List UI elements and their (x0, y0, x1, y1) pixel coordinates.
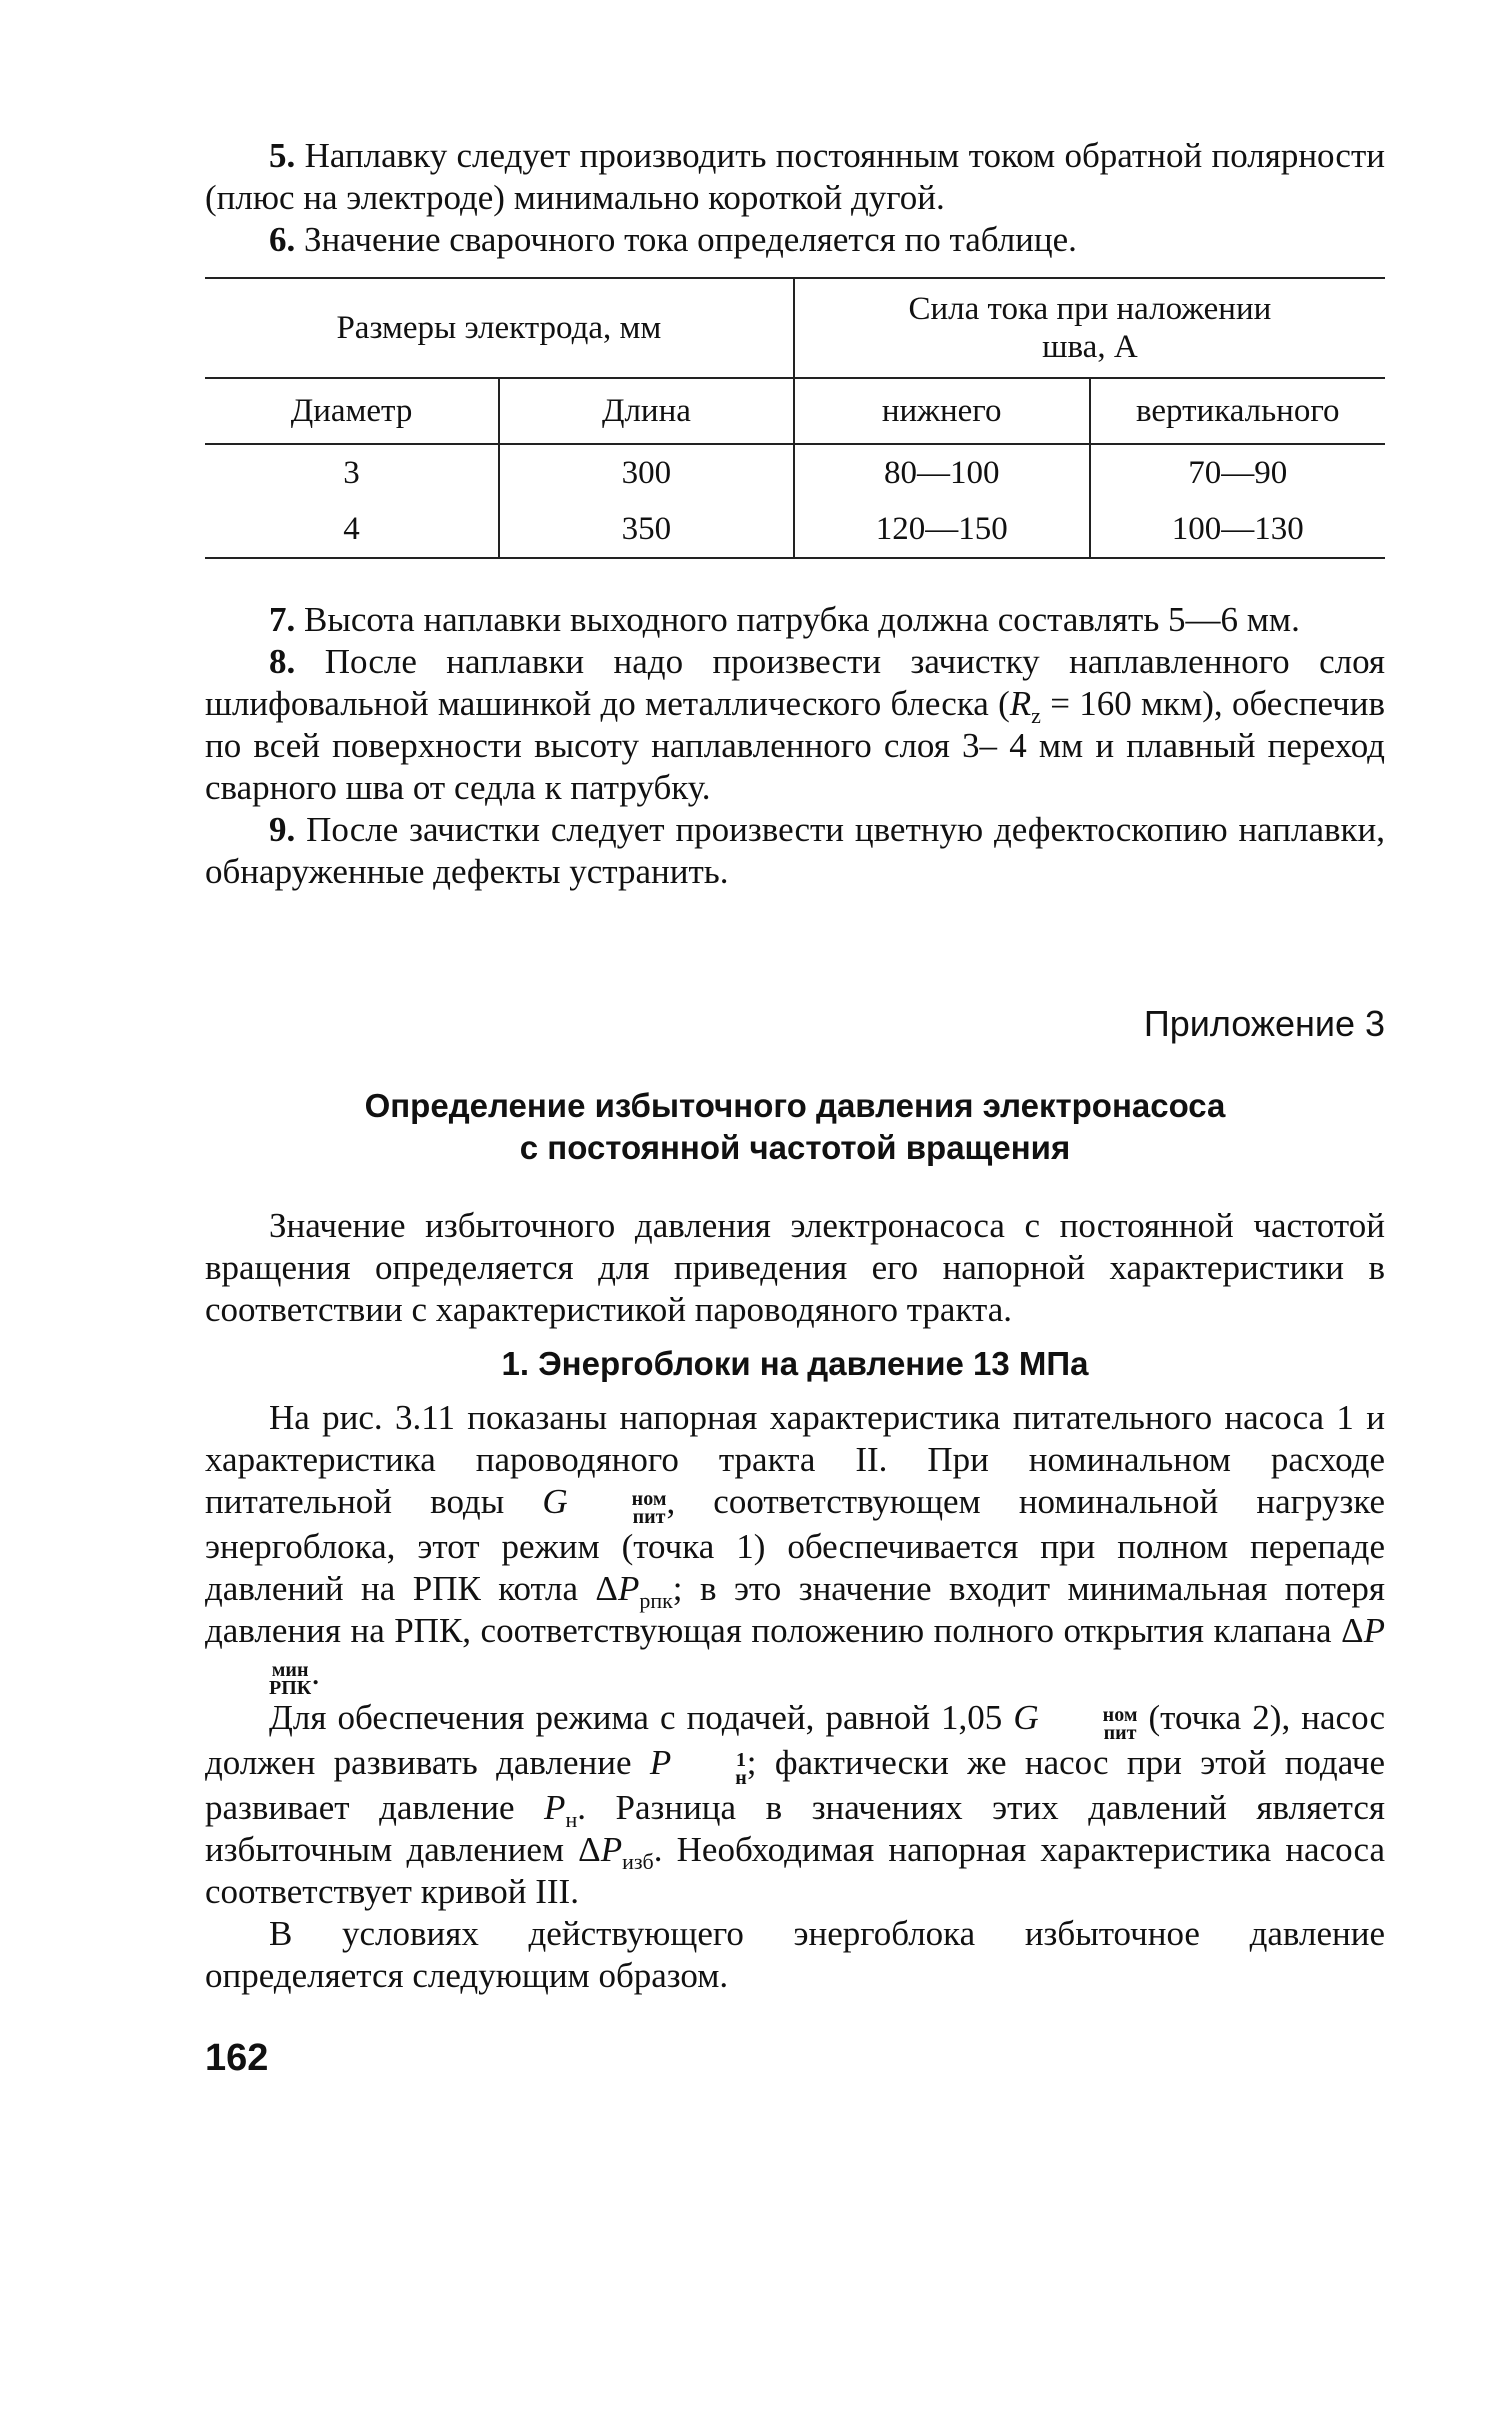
table-subheader-row (205, 378, 1385, 444)
page-number: 162 (205, 2037, 269, 2079)
paragraph-text: Для обеспечения режима с подачей, равной 1,05 (269, 1698, 1014, 1737)
symbol-sub: н (565, 1807, 578, 1832)
item-number: 7. (269, 600, 296, 639)
symbol-g: G (542, 1482, 568, 1521)
symbol-sub: рпк (639, 1588, 673, 1613)
symbol-stack (568, 1490, 667, 1526)
symbol-stack (671, 1751, 747, 1787)
paragraph-text: (точка 2), насос должен развивать давление (205, 1698, 1385, 1782)
table-row (205, 444, 1385, 501)
symbol-g: G (1013, 1698, 1039, 1737)
section-heading: 1. Энергоблоки на давление 13 МПа (501, 1345, 1089, 1382)
symbol-p: P (617, 1569, 640, 1608)
symbol-r: R (1009, 684, 1032, 723)
col-length: Длина (499, 378, 794, 444)
paragraph-7 (205, 599, 1385, 641)
paragraph-text: Высота наплавки выходного патрубка должна составлять 5—6 мм. (304, 600, 1300, 639)
paragraph-text: , соответствующем номинальной нагрузке энергоблока, этот режим (точка 1) обеспечивается при полном перепаде давлений на РПК котла Δ (205, 1482, 1385, 1608)
symbol-p: P (600, 1830, 623, 1869)
symbol-sub: н (735, 1767, 747, 1789)
symbol-p: P (544, 1788, 566, 1827)
paragraph-9 (205, 809, 1385, 893)
paragraph-text: Значение сварочного тока определяется по таблице. (304, 220, 1077, 259)
paragraph-8 (205, 641, 1385, 809)
paragraph-5 (205, 135, 1385, 219)
col-vertical: вертикального (1090, 378, 1385, 444)
symbol-sup: 1 (736, 1749, 746, 1771)
section-paragraph-1 (205, 1397, 1385, 1697)
paragraph-text: На рис. 3.11 показаны напорная характеристика питательного насоса 1 и характеристика пароводяного тракта II. При номинальном расходе питательной воды (205, 1398, 1385, 1521)
paragraph-text: После наплавки надо произвести зачистку наплавленного слоя шлифовальной машинкой до металлического блеска ( (205, 642, 1386, 723)
paragraph-text: . (311, 1653, 321, 1692)
symbol-sub: изб (622, 1849, 654, 1874)
appendix-label: Приложение 3 (1143, 1003, 1385, 1044)
header-current-text: Сила тока при наложении шва, А (908, 291, 1272, 365)
symbol-p: P (649, 1743, 672, 1782)
symbol-sub: РПК (269, 1677, 312, 1699)
col-diameter: Диаметр (205, 378, 499, 444)
cell: 4 (205, 501, 499, 558)
title-line: с постоянной частотой вращения (519, 1129, 1071, 1166)
title-line: Определение избыточного давления электронасоса (364, 1087, 1226, 1124)
paragraph-text: Наплавку следует производить постоянным током обратной полярности (плюс на электроде) минимально короткой дугой. (205, 136, 1385, 217)
cell: 100—130 (1090, 501, 1385, 558)
document-page (205, 135, 1385, 2080)
cell: 3 (343, 454, 360, 491)
item-number: 6. (269, 220, 296, 259)
cell: 70—90 (1090, 444, 1385, 501)
col-bottom: нижнего (794, 378, 1090, 444)
symbol-stack (205, 1661, 311, 1697)
paragraph-text: . Разница в значениях этих давлений является избыточным давлением Δ (205, 1788, 1385, 1869)
section-paragraph-2 (205, 1697, 1385, 1913)
paragraph-text: = 160 мкм), обеспечив по всей поверхности высоту наплавленного слоя 3– 4 мм и плавный переход сварного шва от седла к патрубку. (205, 684, 1385, 807)
welding-current-table (205, 277, 1385, 559)
symbol-p: P (1363, 1611, 1385, 1650)
appendix-title (205, 1085, 1385, 1169)
item-number: 5. (269, 136, 296, 175)
item-number: 9. (269, 810, 296, 849)
cell: 80—100 (794, 444, 1090, 501)
symbol-sup: ном (1102, 1704, 1138, 1726)
paragraph-text: После зачистки следует произвести цветную дефектоскопию наплавки, обнаруженные дефекты устранить. (205, 810, 1385, 891)
paragraph-6 (205, 219, 1385, 261)
header-current (794, 278, 1385, 378)
symbol-sup: мин (271, 1659, 309, 1681)
paragraph-text: ; фактически же насос при этой подаче развивает давление (205, 1743, 1385, 1827)
cell: 300 (499, 444, 794, 501)
table-header-row (205, 278, 1385, 378)
section-paragraph-3: В условиях действующего энергоблока избыточное давление определяется следующим образом. (205, 1914, 1385, 1995)
symbol-stack (1039, 1706, 1138, 1742)
symbol-subscript: z (1031, 703, 1041, 728)
cell: 350 (499, 501, 794, 558)
symbol-sub: пит (632, 1506, 666, 1528)
symbol-sub: пит (1103, 1722, 1137, 1744)
cell: 120—150 (794, 501, 1090, 558)
paragraph-text: ; в это значение входит минимальная потеря давления на РПК, соответствующая положению полного открытия клапана Δ (205, 1569, 1385, 1650)
paragraph-text: . Необходимая напорная характеристика насоса соответствует кривой III. (205, 1830, 1385, 1911)
table-row (205, 501, 1385, 558)
intro-paragraph: Значение избыточного давления электронасоса с постоянной частотой вращения определяется для приведения его напорной характеристики в соответствии с характеристикой пароводяного тракта. (205, 1206, 1385, 1329)
item-number: 8. (269, 642, 296, 681)
symbol-sup: ном (631, 1488, 667, 1510)
header-electrode-size: Размеры электрода, мм (205, 278, 794, 378)
